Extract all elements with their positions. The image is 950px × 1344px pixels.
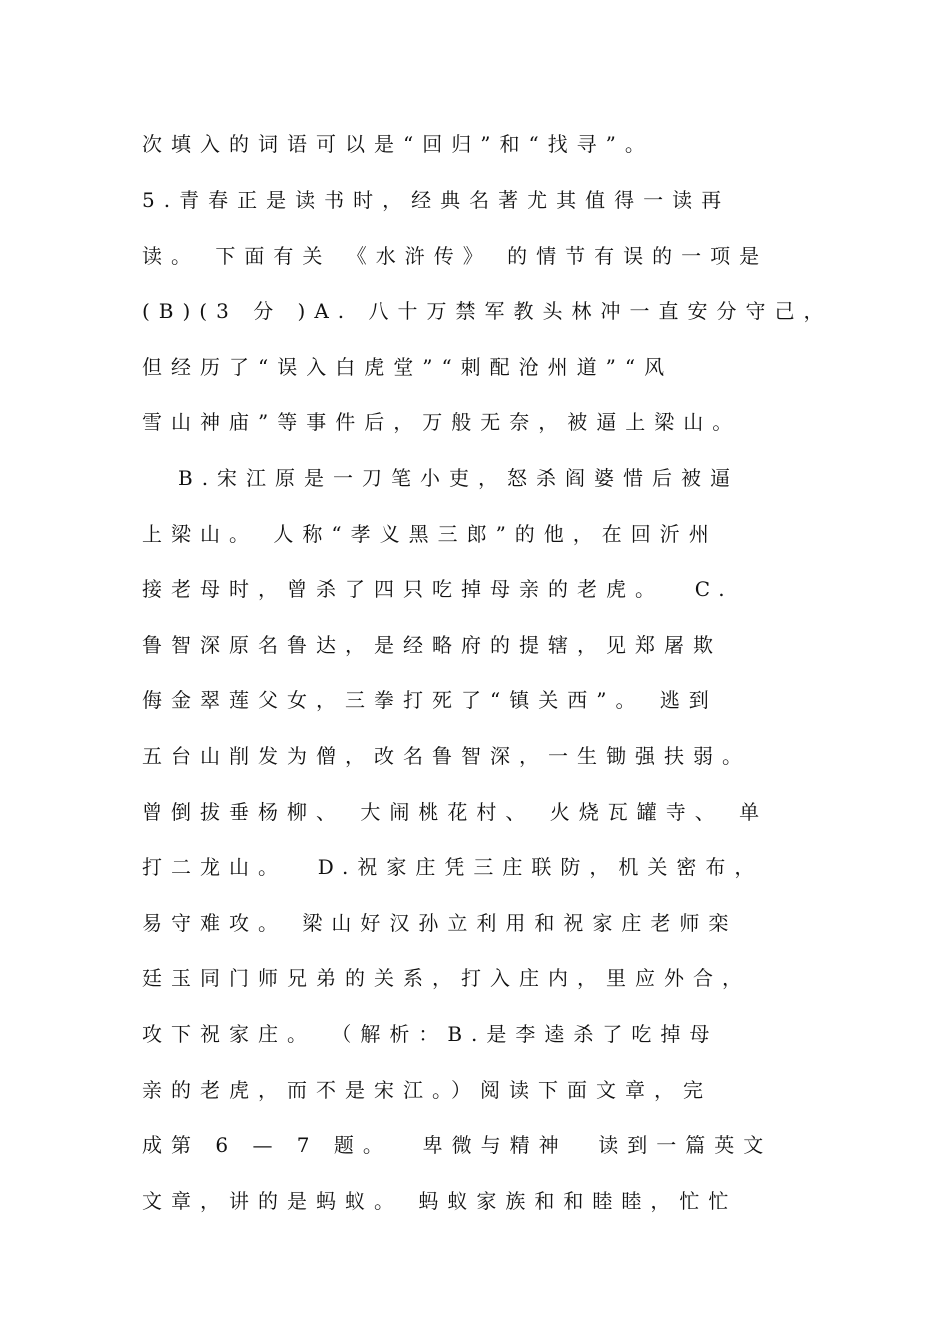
text-line: B.宋江原是一刀笔小吏，怒杀阎婆惜后被逼 <box>178 466 740 490</box>
text-line: 打二龙山。 D.祝家庄凭三庄联防，机关密布， <box>142 855 764 879</box>
text-line: 侮金翠莲父女，三拳打死了“镇关西”。 逃到 <box>142 688 718 712</box>
text-line: 曾倒拔垂杨柳、 大闹桃花村、 火烧瓦罐寺、 单 <box>142 800 769 824</box>
text-line: 五台山削发为僧，改名鲁智深，一生锄强扶弱。 <box>142 744 751 768</box>
text-line: 次填入的词语可以是“回归”和“找寻”。 <box>142 132 654 156</box>
text-line: 成第 6 — 7 题。 卑微与精神 读到一篇英文 <box>142 1133 773 1157</box>
text-line: 读。 下面有关 《水浒传》 的情节有误的一项是 <box>142 244 769 268</box>
text-line: 接老母时，曾杀了四只吃掉母亲的老虎。 C. <box>142 577 734 601</box>
text-line: 但经历了“误入白虎堂”“刺配沧州道”“风 <box>142 355 674 379</box>
text-line: (B)(3 分 )A. 八十万禁军教头林冲一直安分守己， <box>142 299 833 323</box>
text-line: 5.青春正是读书时，经典名著尤其值得一读再 <box>142 188 731 212</box>
text-line: 鲁智深原名鲁达，是经略府的提辖，见郑屠欺 <box>142 633 722 657</box>
text-line: 廷玉同门师兄弟的关系，打入庄内，里应外合， <box>142 966 751 990</box>
text-line: 易守难攻。 梁山好汉孙立利用和祝家庄老师栾 <box>142 911 738 935</box>
text-line: 亲的老虎，而不是宋江。）阅读下面文章，完 <box>142 1078 712 1102</box>
text-line: 文章，讲的是蚂蚁。 蚂蚁家族和和睦睦，忙忙 <box>142 1189 738 1213</box>
text-line: 雪山神庙”等事件后，万般无奈，被逼上梁山。 <box>142 410 742 434</box>
text-line: 上梁山。 人称“孝义黑三郎”的他，在回沂州 <box>142 522 718 546</box>
text-line: 攻下祝家庄。 （解析：B.是李逵杀了吃掉母 <box>142 1022 719 1046</box>
